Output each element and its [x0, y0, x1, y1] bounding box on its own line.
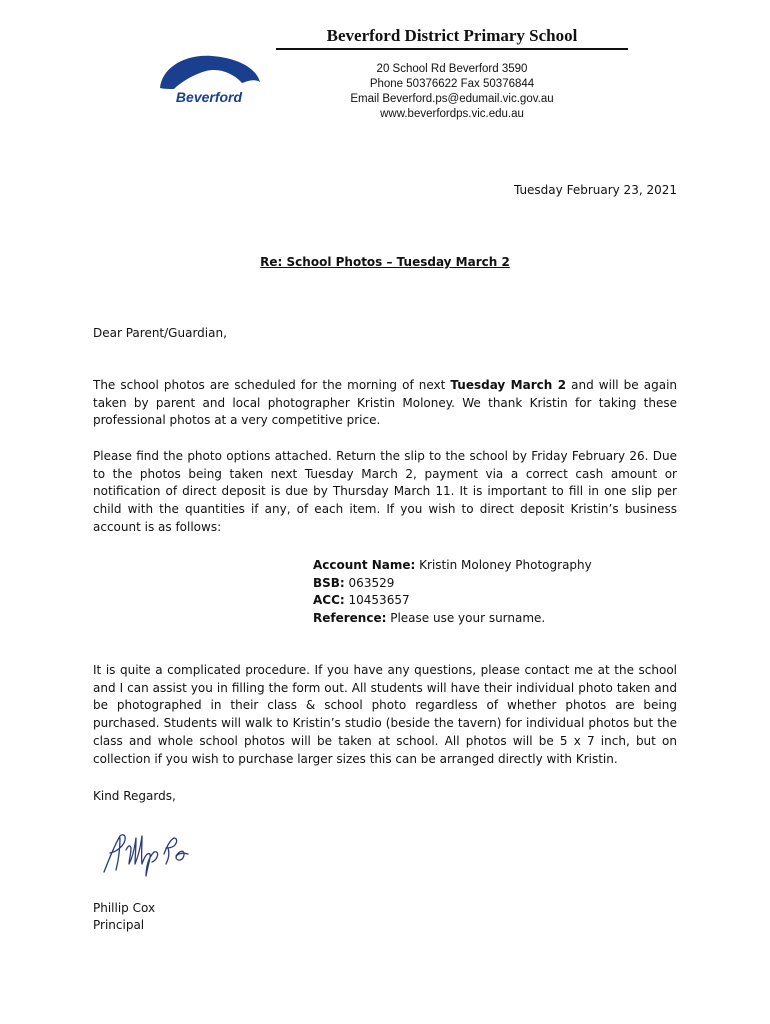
contact-block	[276, 62, 628, 122]
school-email: Email Beverford.ps@edumail.vic.gov.au	[350, 93, 554, 105]
signer-name: Phillip Cox	[93, 901, 156, 915]
letterhead	[276, 26, 628, 122]
paragraph-schedule-rest: and will be again taken by parent and local photographer Kristin Moloney. We thank Kristin for taking these professional photos at a very competitive price.	[93, 378, 678, 428]
account-name-value: Kristin Moloney Photography	[415, 558, 592, 572]
acc-value: 10453657	[344, 593, 410, 608]
school-name: Beverford District Primary School	[276, 26, 628, 50]
signer-title: Principal	[93, 918, 145, 932]
paragraph-schedule-lead: The school photos are scheduled for the morning of next	[93, 378, 451, 392]
photo-day-highlight: Tuesday March 2	[450, 378, 567, 392]
closing: Kind Regards,	[93, 789, 176, 803]
bank-account-details	[313, 557, 592, 628]
signer-block	[93, 900, 155, 934]
reference-value: Please use your surname.	[386, 611, 546, 626]
signature-image	[98, 828, 194, 878]
school-logo	[156, 50, 262, 106]
bsb-label: BSB:	[313, 575, 345, 590]
school-phone-fax: Phone 50376622 Fax 50376844	[369, 78, 535, 90]
school-address: 20 School Rd Beverford 3590	[376, 63, 528, 75]
letter-date: Tuesday February 23, 2021	[513, 183, 677, 197]
school-website: www.beverfordps.vic.edu.au	[380, 108, 524, 120]
bsb-value: 063529	[344, 575, 395, 590]
account-name-row	[313, 557, 592, 575]
signature-stroke	[104, 835, 188, 876]
paragraph-procedure: It is quite a complicated procedure. If you have any questions, please contact me at the school and I can assist you in filling the form out. All students will have their individual photo taken and be photographed in their class & school photo regardless of whether photos are being purchased. Students will walk to Kristin’s studio (beside the tavern) for individual photos but the class and whole school photos will be taken at school. All photos will be 5 x 7 inch, but on collection if you wish to purchase larger sizes this can be arranged directly with Kristin.	[93, 663, 677, 766]
logo-swoosh-shape	[160, 56, 260, 89]
logo-wordmark: Beverford	[175, 89, 243, 105]
reference-row	[313, 610, 592, 628]
salutation: Dear Parent/Guardian,	[93, 326, 227, 340]
reference-label: Reference:	[313, 611, 387, 626]
paragraph-schedule	[93, 377, 677, 430]
acc-row	[313, 592, 592, 610]
paragraph-payment: Please find the photo options attached. Return the slip to the school by Friday February 26. Due to the photos being taken next Tuesday March 2, payment via a correct cash amount or notification of direct deposit is due by Thursday March 11. It is important to fill in one slip per child with the quantities if any, of each item. If you wish to direct deposit Kristin’s business account is as follows:	[93, 449, 677, 534]
bsb-row	[313, 575, 592, 593]
letter-subject: Re: School Photos – Tuesday March 2	[260, 255, 510, 269]
account-name-label: Account Name:	[313, 558, 416, 572]
acc-label: ACC:	[313, 593, 345, 608]
